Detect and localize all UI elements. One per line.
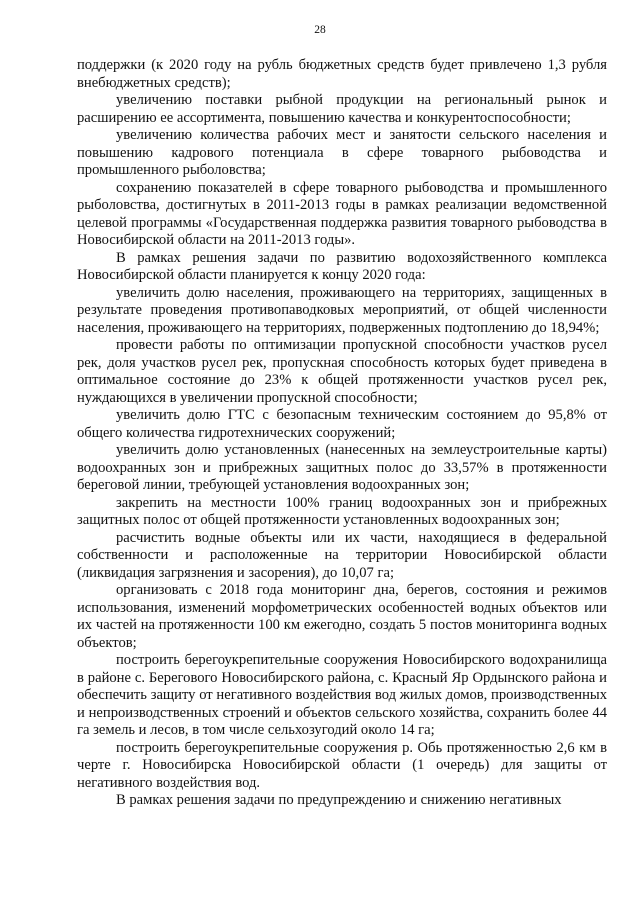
paragraph: поддержки (к 2020 году на рубль бюджетных средств будет привлечено 1,3 рубля внебюджетных средств); <box>77 57 607 91</box>
paragraph: В рамках решения задачи по развитию водохозяйственного комплекса Новосибирской области планируется к концу 2020 года: <box>77 249 607 283</box>
paragraph: увеличить долю ГТС с безопасным техническим состоянием до 95,8% от общего количества гидротехнических сооружений; <box>77 407 607 441</box>
paragraph: увеличить долю населения, проживающего на территориях, защищенных в результате проведения противопаводковых мероприятий, от общей численности населения, проживающего на территориях, подверженных подтоплению до 18,94%; <box>77 284 607 336</box>
paragraph: провести работы по оптимизации пропускной способности участков русел рек, доля участков русел рек, пропускная способность которых будет приведена в оптимальное состояние до 23% к общей протяженности участков русел рек, нуждающихся в увеличении пропускной способности; <box>77 337 607 406</box>
paragraph: закрепить на местности 100% границ водоохранных зон и прибрежных защитных полос от общей протяженности установленных водоохранных зон; <box>77 494 607 528</box>
body-text <box>77 57 607 810</box>
paragraph: расчистить водные объекты или их части, находящиеся в федеральной собственности и расположенные на территории Новосибирской области (ликвидация загрязнения и засорения), до 10,07 га; <box>77 529 607 581</box>
page-number: 28 <box>314 24 326 36</box>
paragraph: увеличению количества рабочих мест и занятости сельского населения и повышению кадрового потенциала в сфере товарного рыбоводства и промышленного рыболовства; <box>77 127 607 178</box>
paragraph: построить берегоукрепительные сооружения р. Обь протяженностью 2,6 км в черте г. Новосибирска Новосибирской области (1 очередь) для защиты от негативного воздействия вод. <box>77 739 607 791</box>
paragraph: сохранению показателей в сфере товарного рыбоводства и промышленного рыболовства, достигнутых в 2011-2013 годы в рамках реализации ведомственной целевой программы «Государственная поддержка развития товарного рыбоводства в Новосибирской области на 2011-2013 годы». <box>77 179 607 248</box>
paragraph: построить берегоукрепительные сооружения Новосибирского водохранилища в районе с. Берегового Новосибирского района, с. Красный Яр Ордынского района и обеспечить защиту от негативного воздействия вод жилых домов, производственных и непроизводственных строений и объектов сельского хозяйства, сохранить более 44 га земель и лесов, в том числе сельхозугодий около 14 га; <box>77 652 607 738</box>
paragraph: организовать с 2018 года мониторинг дна, берегов, состояния и режимов использования, изменений морфометрических особенностей водных объектов или их частей на протяженности 100 км ежегодно, создать 5 постов мониторинга водных объектов; <box>77 582 607 651</box>
paragraph: увеличению поставки рыбной продукции на региональный рынок и расширению ее ассортимента, повышению качества и конкурентоспособности; <box>77 92 607 126</box>
paragraph: В рамках решения задачи по предупреждению и снижению негативных <box>116 792 562 808</box>
paragraph: увеличить долю установленных (нанесенных на землеустроительные карты) водоохранных зон и прибрежных защитных полос до 33,57% в протяженности береговой линии, требующей установления водоохранных зон; <box>77 442 607 493</box>
